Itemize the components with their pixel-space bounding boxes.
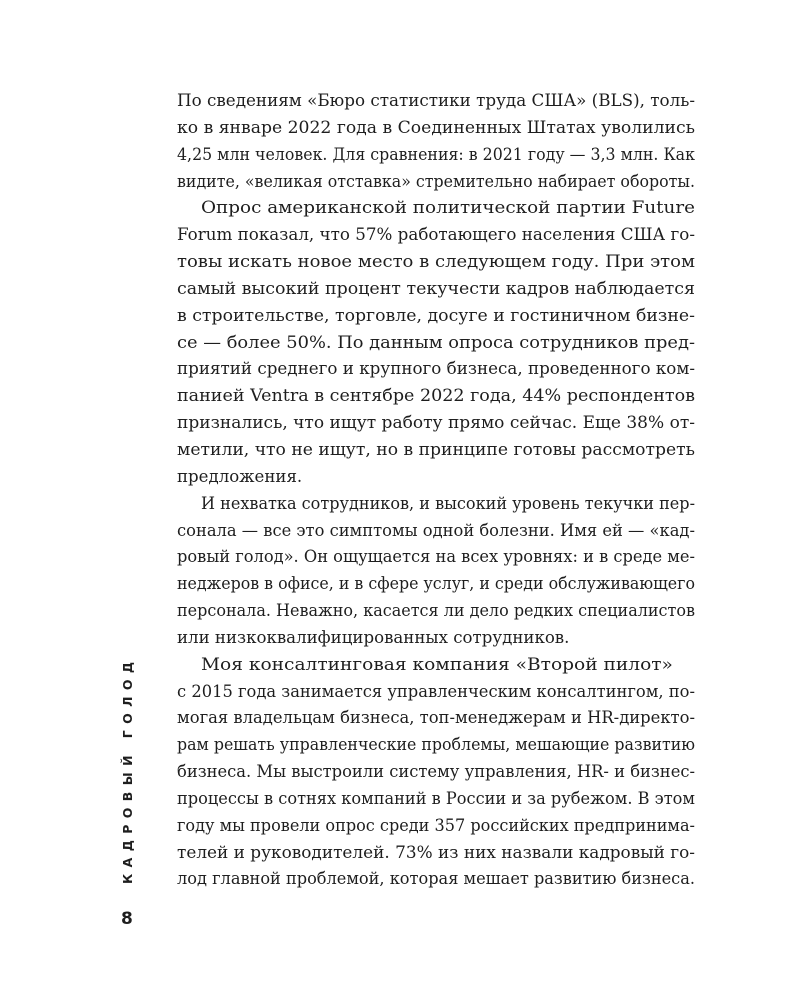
text-line-content: рам решать управленческие проблемы, мешающие развитию	[177, 735, 696, 755]
text-line	[177, 222, 695, 249]
text-line-content: году мы провели опрос среди 357 российских предпринима-	[177, 815, 695, 835]
text-line	[177, 732, 695, 759]
text-line	[177, 249, 695, 276]
text-line	[177, 142, 695, 169]
text-line	[177, 866, 695, 893]
text-line-content: панией Ventra в сентябре 2022 года, 44% респондентов	[177, 386, 696, 406]
text-line	[177, 356, 695, 383]
text-line	[177, 88, 695, 115]
text-line	[177, 813, 695, 840]
text-line	[177, 330, 695, 357]
text-line	[177, 759, 695, 786]
text-line-content: По сведениям «Бюро статистики труда США» (BLS), толь-	[177, 91, 695, 110]
text-line-content: приятий среднего и крупного бизнеса, проведенного ком-	[177, 359, 695, 379]
text-line	[177, 410, 695, 437]
text-line-content: признались, что ищут работу прямо сейчас. Еще 38% от-	[177, 413, 696, 433]
text-line-content: процессы в сотнях компаний в России и за рубежом. В этом	[177, 788, 695, 808]
text-line-content: сонала — все это симптомы одной болезни. Имя ей — «кад-	[177, 520, 695, 540]
text-line	[177, 383, 695, 410]
text-line-content: лод главной проблемой, которая мешает развитию бизнеса.	[177, 869, 696, 889]
text-line-content: И нехватка сотрудников, и высокий уровень текучки пер-	[201, 493, 696, 513]
text-line-content: самый высокий процент текучести кадров наблюдается	[177, 278, 695, 298]
text-line-content: ровый голод». Он ощущается на всех уровнях: и в среде ме-	[177, 547, 696, 567]
text-line	[177, 437, 695, 464]
text-line	[177, 625, 695, 652]
text-line-content: неджеров в офисе, и в сфере услуг, и среди обслуживающего	[177, 574, 695, 594]
text-line-content: предложения.	[177, 466, 303, 486]
text-line-content: ко в январе 2022 года в Соединенных Штатах уволились	[177, 117, 695, 137]
text-line	[177, 679, 695, 706]
text-line	[177, 518, 695, 545]
body-text	[177, 88, 695, 893]
text-line	[177, 195, 695, 222]
text-line-content: бизнеса. Мы выстроили систему управления, HR- и бизнес-	[177, 762, 696, 782]
text-line-content: 4,25 млн человек. Для сравнения: в 2021 году — 3,3 млн. Как	[177, 144, 695, 164]
text-line	[177, 652, 695, 679]
text-line	[177, 464, 695, 491]
text-line	[177, 705, 695, 732]
text-line-content: или низкоквалифицированных сотрудников.	[177, 627, 570, 647]
text-line	[177, 115, 695, 142]
text-line-content: в строительстве, торговле, досуге и гостиничном бизне-	[177, 305, 695, 325]
text-line	[177, 169, 695, 196]
text-line	[177, 786, 695, 813]
text-line-content: видите, «великая отставка» стремительно набирает обороты.	[177, 171, 696, 191]
text-line-content: могая владельцам бизнеса, топ-менеджерам и HR-директо-	[177, 708, 695, 728]
page-number: 8	[121, 909, 133, 929]
text-line-content: Опрос американской политической партии Future	[201, 198, 696, 218]
text-line	[177, 276, 695, 303]
text-line-content: метили, что не ищут, но в принципе готовы рассмотреть	[177, 439, 695, 459]
text-line	[177, 840, 695, 867]
text-line	[177, 491, 695, 518]
text-line	[177, 598, 695, 625]
text-line-content: Forum показал, что 57% работающего населения США го-	[177, 225, 695, 245]
text-line	[177, 303, 695, 330]
text-line	[177, 544, 695, 571]
text-line-content: с 2015 года занимается управленческим консалтингом, по-	[177, 681, 695, 701]
running-title: КАДРОВЫЙ ГОЛОД	[120, 655, 135, 884]
text-line	[177, 571, 695, 598]
text-line-content: телей и руководителей. 73% из них назвали кадровый го-	[177, 842, 696, 862]
text-line-content: персонала. Неважно, касается ли дело редких специалистов	[177, 601, 696, 621]
text-line-content: товы искать новое место в следующем году. При этом	[177, 252, 695, 272]
text-line-content: се — более 50%. По данным опроса сотрудников пред-	[177, 332, 695, 352]
text-line-content: Моя консалтинговая компания «Второй пилот»	[201, 654, 673, 674]
